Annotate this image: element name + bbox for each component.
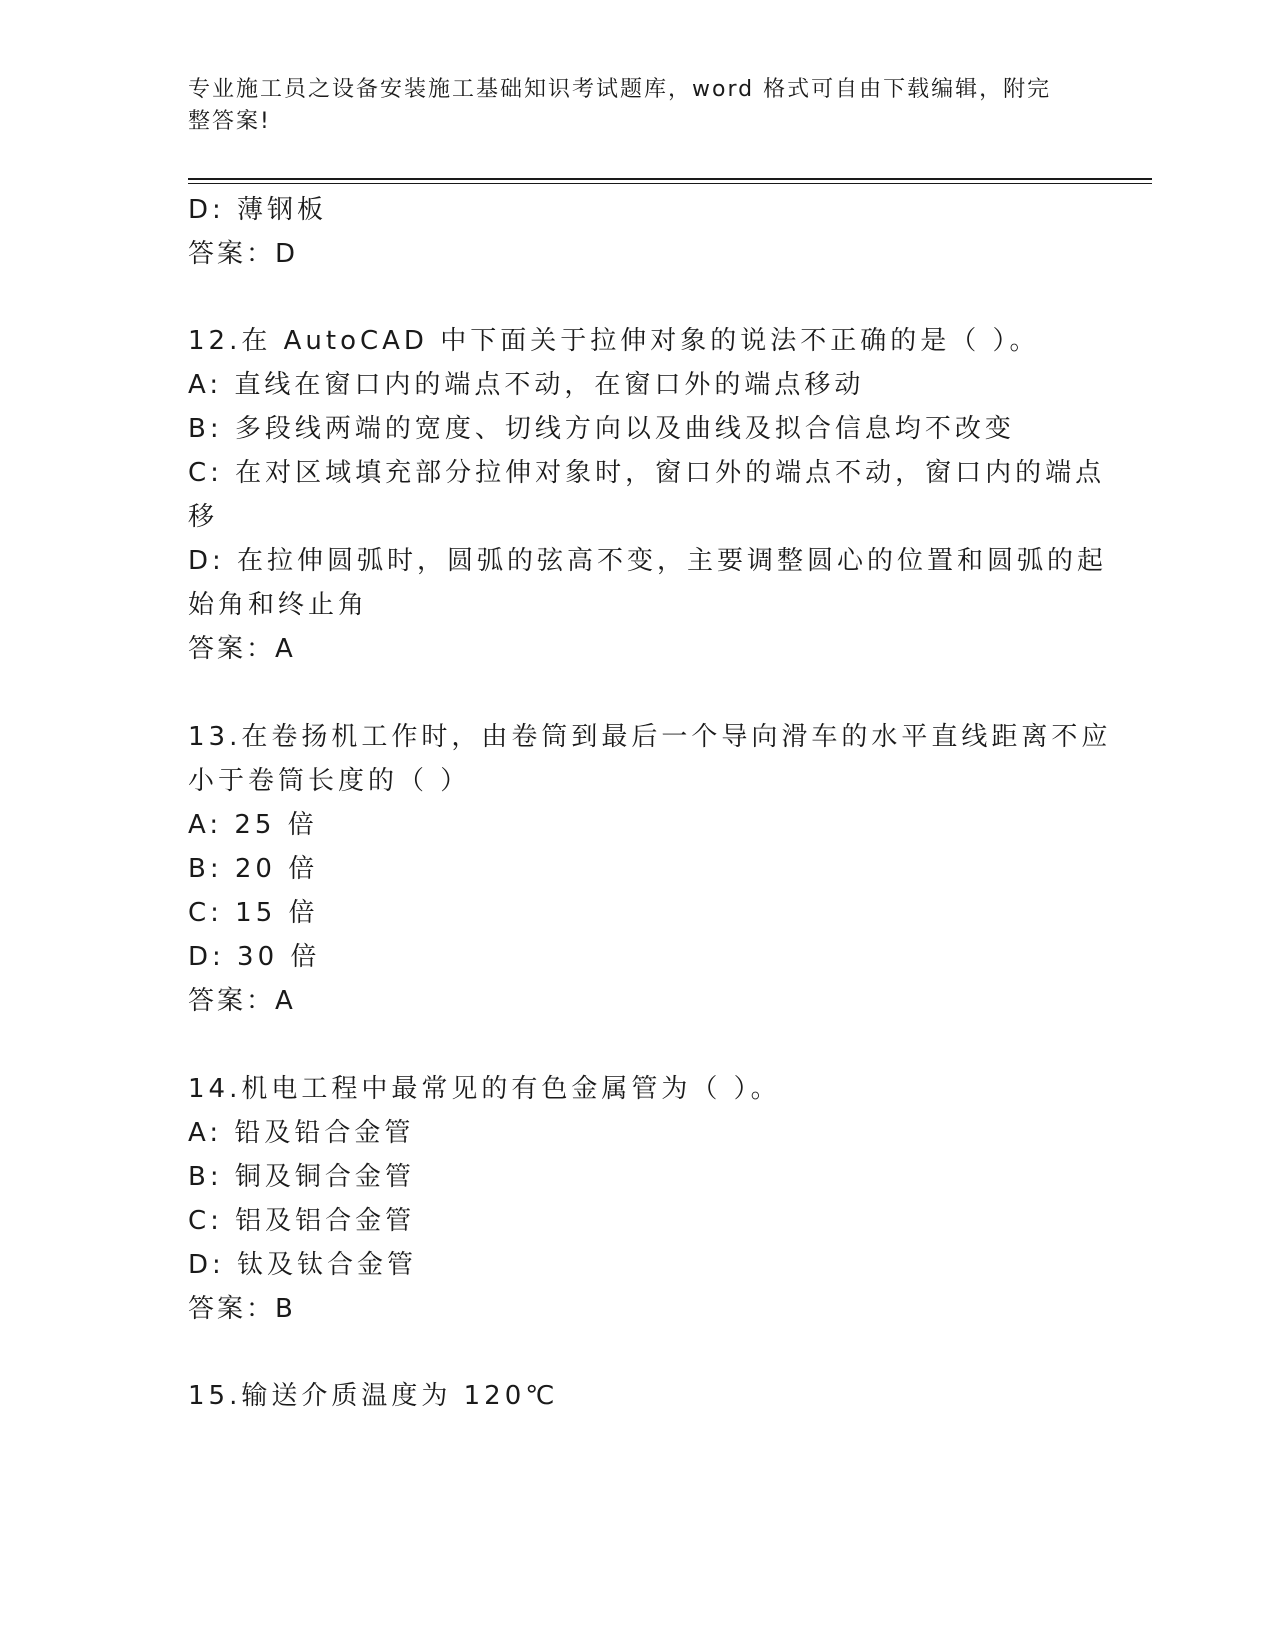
q14-answer: 答案：B — [188, 1294, 296, 1324]
document-header — [188, 74, 1068, 138]
q13-stem-line-2: 小于卷筒长度的（ ） — [188, 766, 471, 796]
q12-option-b: B: 多段线两端的宽度、切线方向以及曲线及拟合信息均不改变 — [188, 414, 1015, 444]
q12-stem: 12.在 AutoCAD 中下面关于拉伸对象的说法不正确的是（ ）。 — [188, 326, 1040, 356]
q14-stem: 14.机电工程中最常见的有色金属管为（ ）。 — [188, 1074, 781, 1104]
q12-option-d-line-2: 始角和终止角 — [188, 590, 369, 620]
q13-stem-line-1: 13.在卷扬机工作时，由卷筒到最后一个导向滑车的水平直线距离不应 — [188, 722, 1112, 752]
q14-option-b: B: 铜及铜合金管 — [188, 1162, 415, 1192]
q14-option-c: C: 铝及铝合金管 — [188, 1206, 416, 1236]
header-line-2: 整答案! — [188, 109, 271, 134]
prev-answer: 答案：D — [188, 239, 299, 269]
q12-option-d-line-1: D: 在拉伸圆弧时，圆弧的弦高不变，主要调整圆心的位置和圆弧的起 — [188, 546, 1108, 576]
q14-option-d: D: 钛及钛合金管 — [188, 1250, 418, 1280]
q14-option-a: A: 铅及铅合金管 — [188, 1118, 415, 1148]
prev-option-d: D: 薄钢板 — [188, 195, 328, 225]
q12-answer: 答案：A — [188, 634, 296, 664]
header-divider-thick — [188, 178, 1152, 180]
q12-option-c-line-2: 移 — [188, 502, 219, 532]
q13-option-d: D: 30 倍 — [188, 942, 321, 972]
q13-option-b: B: 20 倍 — [188, 854, 319, 884]
q12-option-a: A: 直线在窗口内的端点不动，在窗口外的端点移动 — [188, 370, 865, 400]
q13-answer: 答案：A — [188, 986, 296, 1016]
q13-option-c: C: 15 倍 — [188, 898, 319, 928]
q13-option-a: A: 25 倍 — [188, 810, 318, 840]
header-divider-thin — [188, 183, 1152, 184]
q15-stem: 15.输送介质温度为 120℃ — [188, 1381, 559, 1411]
q12-option-c-line-1: C: 在对区域填充部分拉伸对象时，窗口外的端点不动，窗口内的端点 — [188, 458, 1106, 488]
header-line-1: 专业施工员之设备安装施工基础知识考试题库，word 格式可自由下载编辑，附完 — [188, 77, 1052, 102]
